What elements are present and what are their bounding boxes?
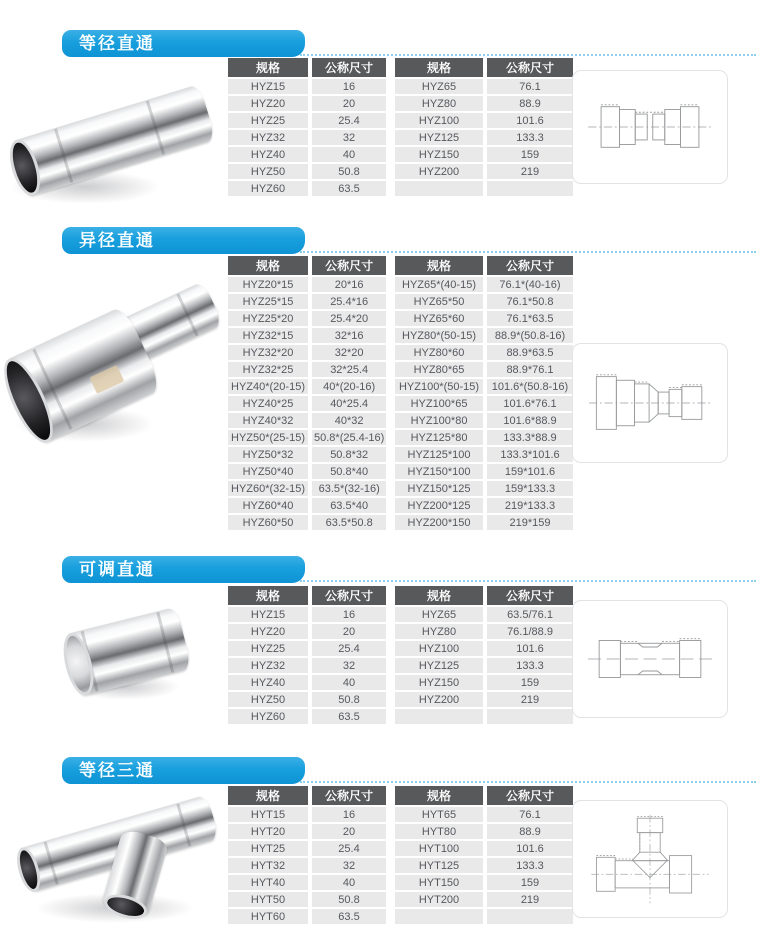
table-row <box>228 658 386 673</box>
table-cell: HYZ50*(25-15) <box>228 430 308 445</box>
table-cell: HYZ50*32 <box>228 447 308 462</box>
table-row <box>228 79 386 94</box>
table-cell: HYT40 <box>228 875 308 890</box>
reducing-coupling-photo <box>0 278 235 448</box>
table-cell: 50.8*40 <box>312 464 386 479</box>
table-cell: HYT125 <box>395 858 483 873</box>
groove-ring <box>176 293 198 336</box>
table-cell: 133.3 <box>487 658 573 673</box>
table-cell <box>395 709 483 724</box>
table-cell: 32*25.4 <box>312 362 386 377</box>
section-title: 异径直通 <box>79 231 155 250</box>
table-row <box>228 396 386 411</box>
table-row <box>395 430 573 445</box>
table-cell: 50.8 <box>312 892 386 907</box>
table-cell: 76.1*(40-16) <box>487 277 573 292</box>
table-cell: HYZ80 <box>395 624 483 639</box>
table-cell: 63.5/76.1 <box>487 607 573 622</box>
section-title: 等径直通 <box>79 34 155 53</box>
table-row <box>395 130 573 145</box>
table-cell: 25.4 <box>312 641 386 656</box>
table-row <box>395 79 573 94</box>
table-cell: 159 <box>487 147 573 162</box>
table-row <box>395 909 573 924</box>
section-banner <box>62 757 305 784</box>
col-header-spec: 规格 <box>228 256 308 275</box>
table-cell: 40*(20-16) <box>312 379 386 394</box>
table-row <box>228 328 386 343</box>
table-cell: HYZ100*(50-15) <box>395 379 483 394</box>
table-row <box>228 824 386 839</box>
table-cell: 32 <box>312 130 386 145</box>
table-cell: HYT32 <box>228 858 308 873</box>
table-cell: 219*133.3 <box>487 498 573 513</box>
table-cell: HYZ50 <box>228 164 308 179</box>
table-cell: 20 <box>312 824 386 839</box>
table-cell: 20 <box>312 96 386 111</box>
table-cell: HYZ80*(50-15) <box>395 328 483 343</box>
groove-ring <box>177 803 192 846</box>
table-row <box>395 675 573 690</box>
table-cell: 101.6*88.9 <box>487 413 573 428</box>
spec-table-left <box>224 584 390 726</box>
table-row <box>228 875 386 890</box>
table-cell: HYZ150*100 <box>395 464 483 479</box>
table-cell: 76.1*63.5 <box>487 311 573 326</box>
table-row <box>395 345 573 360</box>
table-cell: HYZ32 <box>228 130 308 145</box>
table-row <box>395 96 573 111</box>
table-row <box>228 807 386 822</box>
table-row <box>228 413 386 428</box>
table-cell: HYZ25*20 <box>228 311 308 326</box>
equal-tee-photo <box>15 785 230 935</box>
equal-tee-drawing <box>572 800 728 918</box>
table-cell: 16 <box>312 807 386 822</box>
table-cell: 32*16 <box>312 328 386 343</box>
table-cell: 133.3*88.9 <box>487 430 573 445</box>
table-row <box>228 277 386 292</box>
table-cell: HYT15 <box>228 807 308 822</box>
table-row <box>395 113 573 128</box>
table-cell: HYZ40 <box>228 147 308 162</box>
table-row <box>228 113 386 128</box>
table-row <box>395 875 573 890</box>
table-cell: 133.3 <box>487 858 573 873</box>
table-cell: 159 <box>487 875 573 890</box>
table-row <box>228 841 386 856</box>
table-row <box>395 328 573 343</box>
table-row <box>395 481 573 496</box>
table-cell <box>487 909 573 924</box>
table-row <box>228 481 386 496</box>
groove-ring <box>156 612 174 672</box>
table-cell: HYZ80 <box>395 96 483 111</box>
col-header-spec: 规格 <box>395 786 483 805</box>
groove-ring <box>54 129 73 183</box>
table-cell: 20 <box>312 624 386 639</box>
table-cell: 219 <box>487 164 573 179</box>
table-cell: HYZ20*15 <box>228 277 308 292</box>
table-cell: 219 <box>487 692 573 707</box>
table-row <box>395 294 573 309</box>
spec-table-left <box>224 254 390 532</box>
table-row <box>395 824 573 839</box>
table-cell: 101.6 <box>487 641 573 656</box>
table-cell: HYZ65*50 <box>395 294 483 309</box>
table-cell: HYZ60 <box>228 181 308 196</box>
table-cell <box>395 909 483 924</box>
col-header-size: 公称尺寸 <box>487 786 573 805</box>
dotted-rule <box>300 580 756 582</box>
table-cell: 88.9*(50.8-16) <box>487 328 573 343</box>
table-row <box>395 858 573 873</box>
label-sticker <box>89 365 124 394</box>
table-cell: HYZ20 <box>228 624 308 639</box>
table-row <box>228 675 386 690</box>
table-row <box>395 379 573 394</box>
table-cell: HYZ200*125 <box>395 498 483 513</box>
table-cell: 20*16 <box>312 277 386 292</box>
table-cell <box>487 709 573 724</box>
table-row <box>228 164 386 179</box>
table-cell: 16 <box>312 607 386 622</box>
table-cell: 40 <box>312 675 386 690</box>
table-row <box>228 709 386 724</box>
table-cell: 101.6 <box>487 841 573 856</box>
table-cell: HYT60 <box>228 909 308 924</box>
table-cell <box>487 181 573 196</box>
table-row <box>228 464 386 479</box>
table-row <box>395 607 573 622</box>
table-cell: 63.5 <box>312 909 386 924</box>
table-cell: 32 <box>312 658 386 673</box>
section-banner <box>62 556 305 583</box>
table-cell: HYT25 <box>228 841 308 856</box>
table-cell: HYZ25 <box>228 641 308 656</box>
section-banner <box>62 227 305 254</box>
table-cell: 40 <box>312 875 386 890</box>
table-cell: HYZ200 <box>395 692 483 707</box>
dotted-rule <box>300 251 756 253</box>
table-cell: HYZ50*40 <box>228 464 308 479</box>
table-cell: 50.8 <box>312 164 386 179</box>
table-row <box>395 413 573 428</box>
table-cell: HYZ32*15 <box>228 328 308 343</box>
col-header-size: 公称尺寸 <box>312 586 386 605</box>
spec-table-right <box>391 784 577 926</box>
table-cell: HYZ32*25 <box>228 362 308 377</box>
table-cell: HYZ100*80 <box>395 413 483 428</box>
table-row <box>228 294 386 309</box>
table-row <box>228 498 386 513</box>
table-cell: HYZ25*15 <box>228 294 308 309</box>
table-cell: 32 <box>312 858 386 873</box>
table-row <box>395 692 573 707</box>
table-cell: HYZ150 <box>395 147 483 162</box>
table-cell: 25.4 <box>312 841 386 856</box>
table-cell: HYZ40 <box>228 675 308 690</box>
table-cell: HYZ60*50 <box>228 515 308 530</box>
table-row <box>395 498 573 513</box>
dotted-rule <box>300 781 756 783</box>
table-cell: HYZ100 <box>395 113 483 128</box>
reducing-coupling-drawing <box>572 343 728 463</box>
table-row <box>228 311 386 326</box>
spec-table-left <box>224 56 390 198</box>
table-row <box>228 909 386 924</box>
table-cell: 16 <box>312 79 386 94</box>
table-row <box>395 515 573 530</box>
table-cell: HYZ15 <box>228 607 308 622</box>
table-cell: 159*133.3 <box>487 481 573 496</box>
table-cell: HYZ200*150 <box>395 515 483 530</box>
table-cell: 88.9 <box>487 824 573 839</box>
table-cell: 63.5 <box>312 181 386 196</box>
table-cell: 25.4 <box>312 113 386 128</box>
table-cell: 133.3 <box>487 130 573 145</box>
table-cell: HYZ32*20 <box>228 345 308 360</box>
table-cell: 50.8 <box>312 692 386 707</box>
table-row <box>228 607 386 622</box>
table-cell: 219*159 <box>487 515 573 530</box>
table-cell: 101.6*76.1 <box>487 396 573 411</box>
table-row <box>228 379 386 394</box>
table-cell: HYZ60*(32-15) <box>228 481 308 496</box>
table-cell: HYZ60 <box>228 709 308 724</box>
table-row <box>395 658 573 673</box>
table-cell: HYT50 <box>228 892 308 907</box>
adjustable-coupling-photo <box>60 608 210 708</box>
table-row <box>395 841 573 856</box>
table-row <box>395 892 573 907</box>
adjustable-coupling-drawing <box>572 600 728 718</box>
table-row <box>228 858 386 873</box>
table-cell: HYZ125 <box>395 130 483 145</box>
table-cell: HYZ25 <box>228 113 308 128</box>
col-header-size: 公称尺寸 <box>312 58 386 77</box>
table-cell: HYT100 <box>395 841 483 856</box>
table-row <box>228 345 386 360</box>
table-cell: 40*32 <box>312 413 386 428</box>
table-cell: HYZ40*(20-15) <box>228 379 308 394</box>
col-header-spec: 规格 <box>395 58 483 77</box>
table-cell: HYZ150*125 <box>395 481 483 496</box>
table-cell: HYZ32 <box>228 658 308 673</box>
table-cell: HYZ40*32 <box>228 413 308 428</box>
groove-ring <box>43 842 58 885</box>
table-cell: HYT65 <box>395 807 483 822</box>
table-row <box>228 515 386 530</box>
section-banner <box>62 30 305 57</box>
table-row <box>228 96 386 111</box>
table-cell: HYT200 <box>395 892 483 907</box>
table-row <box>228 430 386 445</box>
table-row <box>228 181 386 196</box>
col-header-spec: 规格 <box>228 586 308 605</box>
spec-table-right <box>391 56 577 198</box>
table-cell: 50.8*(25.4-16) <box>314 431 385 444</box>
table-row <box>228 692 386 707</box>
table-cell: HYZ100*65 <box>395 396 483 411</box>
table-row <box>395 807 573 822</box>
table-cell: HYZ60*40 <box>228 498 308 513</box>
spec-table-left <box>224 784 390 926</box>
table-cell: HYZ80*60 <box>395 345 483 360</box>
table-row <box>228 641 386 656</box>
table-cell: HYZ125 <box>395 658 483 673</box>
table-cell: HYZ20 <box>228 96 308 111</box>
table-row <box>395 641 573 656</box>
table-cell: 63.5*(32-16) <box>312 481 386 496</box>
table-cell: 101.6*(50.8-16) <box>487 379 573 394</box>
table-cell: 219 <box>487 892 573 907</box>
table-cell: 76.1 <box>487 807 573 822</box>
table-row <box>395 362 573 377</box>
spec-table-right <box>391 584 577 726</box>
table-cell: 101.6 <box>487 113 573 128</box>
col-header-size: 公称尺寸 <box>312 786 386 805</box>
table-cell: 133.3*101.6 <box>487 447 573 462</box>
table-cell: HYZ125*100 <box>395 447 483 462</box>
table-cell: 32*20 <box>312 345 386 360</box>
table-cell: HYZ65 <box>395 79 483 94</box>
table-cell: 50.8*32 <box>312 447 386 462</box>
table-cell <box>395 181 483 196</box>
table-cell: 63.5*50.8 <box>312 515 386 530</box>
table-cell: HYZ65*60 <box>395 311 483 326</box>
equal-coupling-photo <box>0 78 230 208</box>
table-cell: 159 <box>487 675 573 690</box>
table-cell: HYZ150 <box>395 675 483 690</box>
table-cell: 76.1 <box>487 79 573 94</box>
table-cell: 40 <box>312 147 386 162</box>
table-cell: 63.5*40 <box>312 498 386 513</box>
table-cell: HYZ65*(40-15) <box>395 277 483 292</box>
table-row <box>395 464 573 479</box>
table-row <box>395 147 573 162</box>
col-header-size: 公称尺寸 <box>487 58 573 77</box>
groove-ring <box>146 101 165 155</box>
table-cell: 159*101.6 <box>487 464 573 479</box>
table-cell: HYZ100 <box>395 641 483 656</box>
spec-table-right <box>391 254 577 532</box>
table-row <box>395 277 573 292</box>
table-row <box>395 447 573 462</box>
table-row <box>228 624 386 639</box>
table-cell: HYZ125*80 <box>395 430 483 445</box>
table-row <box>395 164 573 179</box>
table-cell: 88.9*76.1 <box>487 362 573 377</box>
table-cell: 25.4*20 <box>312 311 386 326</box>
table-cell: HYT20 <box>228 824 308 839</box>
table-cell: 63.5 <box>312 709 386 724</box>
equal-coupling-drawing <box>572 70 728 184</box>
table-row <box>395 311 573 326</box>
table-row <box>228 362 386 377</box>
table-cell: HYT80 <box>395 824 483 839</box>
col-header-size: 公称尺寸 <box>487 586 573 605</box>
dotted-rule <box>300 54 756 56</box>
table-cell: 25.4*16 <box>312 294 386 309</box>
col-header-spec: 规格 <box>395 256 483 275</box>
table-cell: HYZ50 <box>228 692 308 707</box>
table-cell: 76.1/88.9 <box>487 624 573 639</box>
table-cell: 76.1*50.8 <box>487 294 573 309</box>
table-cell: HYZ65 <box>395 607 483 622</box>
table-row <box>228 447 386 462</box>
table-row <box>228 147 386 162</box>
table-cell: HYZ80*65 <box>395 362 483 377</box>
col-header-size: 公称尺寸 <box>487 256 573 275</box>
table-cell: HYZ40*25 <box>228 396 308 411</box>
section-title: 等径三通 <box>79 761 155 780</box>
table-cell: HYT150 <box>395 875 483 890</box>
table-row <box>395 181 573 196</box>
table-row <box>395 624 573 639</box>
table-row <box>228 892 386 907</box>
table-cell: 40*25.4 <box>312 396 386 411</box>
col-header-spec: 规格 <box>395 586 483 605</box>
section-title: 可调直通 <box>79 560 155 579</box>
table-row <box>395 396 573 411</box>
table-row <box>228 130 386 145</box>
table-cell: 88.9 <box>487 96 573 111</box>
table-cell: HYZ15 <box>228 79 308 94</box>
table-cell: 88.9*63.5 <box>487 345 573 360</box>
table-cell: HYZ200 <box>395 164 483 179</box>
col-header-size: 公称尺寸 <box>312 256 386 275</box>
col-header-spec: 规格 <box>228 786 308 805</box>
table-row <box>395 709 573 724</box>
col-header-spec: 规格 <box>228 58 308 77</box>
